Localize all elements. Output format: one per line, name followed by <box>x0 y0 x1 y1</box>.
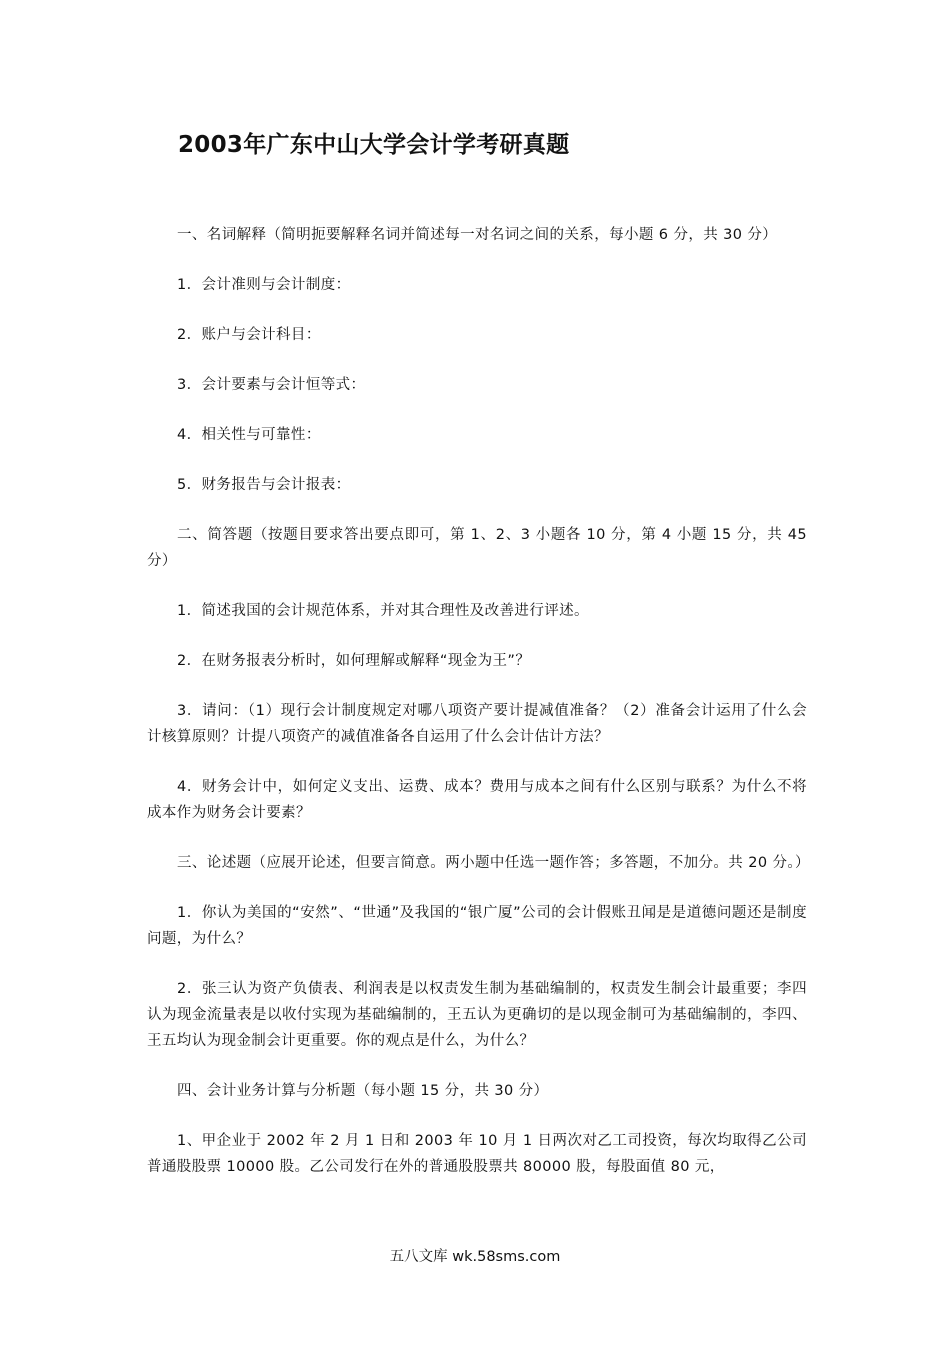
section-heading: 一、名词解释（简明扼要解释名词并简述每一对名词之间的关系，每小题 6 分，共 30 分） <box>177 227 778 243</box>
question-item: 2．在财务报表分析时，如何理解或解释“现金为王”？ <box>177 653 531 669</box>
question-item: 1．简述我国的会计规范体系，并对其合理性及改善进行评述。 <box>177 603 589 619</box>
question-item: 4．相关性与可靠性： <box>177 427 321 443</box>
section-heading: 三、论述题（应展开论述，但要言简意。两小题中任选一题作答；多答题，不加分。共 20 分。） <box>177 855 810 871</box>
question-item: 1．你认为美国的“安然”、“世通”及我国的“银广厦”公司的会计假账丑闻是是道德问题还是制度问题，为什么？ <box>147 905 807 947</box>
question-item: 3．会计要素与会计恒等式： <box>177 377 366 393</box>
question-item: 4．财务会计中，如何定义支出、运费、成本？费用与成本之间有什么区别与联系？为什么不将成本作为财务会计要素？ <box>147 779 807 821</box>
question-item: 2．账户与会计科目： <box>177 327 321 343</box>
footer-watermark: 五八文库 wk.58sms.com <box>389 1249 561 1265</box>
document-body <box>147 222 810 1204</box>
document-title: 2003年广东中山大学会计学考研真题 <box>178 132 570 158</box>
question-item: 5．财务报告与会计报表： <box>177 477 351 493</box>
section-heading: 二、简答题（按题目要求答出要点即可，第 1、2、3 小题各 10 分，第 4 小题 15 分，共 45 分） <box>147 527 807 569</box>
question-item: 1．会计准则与会计制度： <box>177 277 351 293</box>
question-item: 3．请问：（1）现行会计制度规定对哪八项资产要计提减值准备？（2）准备会计运用了什么会计核算原则？计提八项资产的减值准备各自运用了什么会计估计方法？ <box>147 703 807 745</box>
question-item: 2．张三认为资产负债表、利润表是以权责发生制为基础编制的，权责发生制会计最重要；李四认为现金流量表是以收付实现为基础编制的，王五认为更确切的是以现金制可为基础编制的，李四、王五均认为现金制会计更重要。你的观点是什么，为什么？ <box>147 981 807 1049</box>
section-heading: 四、会计业务计算与分析题（每小题 15 分，共 30 分） <box>177 1083 549 1099</box>
question-item: 1、甲企业于 2002 年 2 月 1 日和 2003 年 10 月 1 日两次对乙工司投资，每次均取得乙公司普通股股票 10000 股。乙公司发行在外的普通股股票共 80000 股，每股面值 80 元， <box>147 1133 807 1175</box>
